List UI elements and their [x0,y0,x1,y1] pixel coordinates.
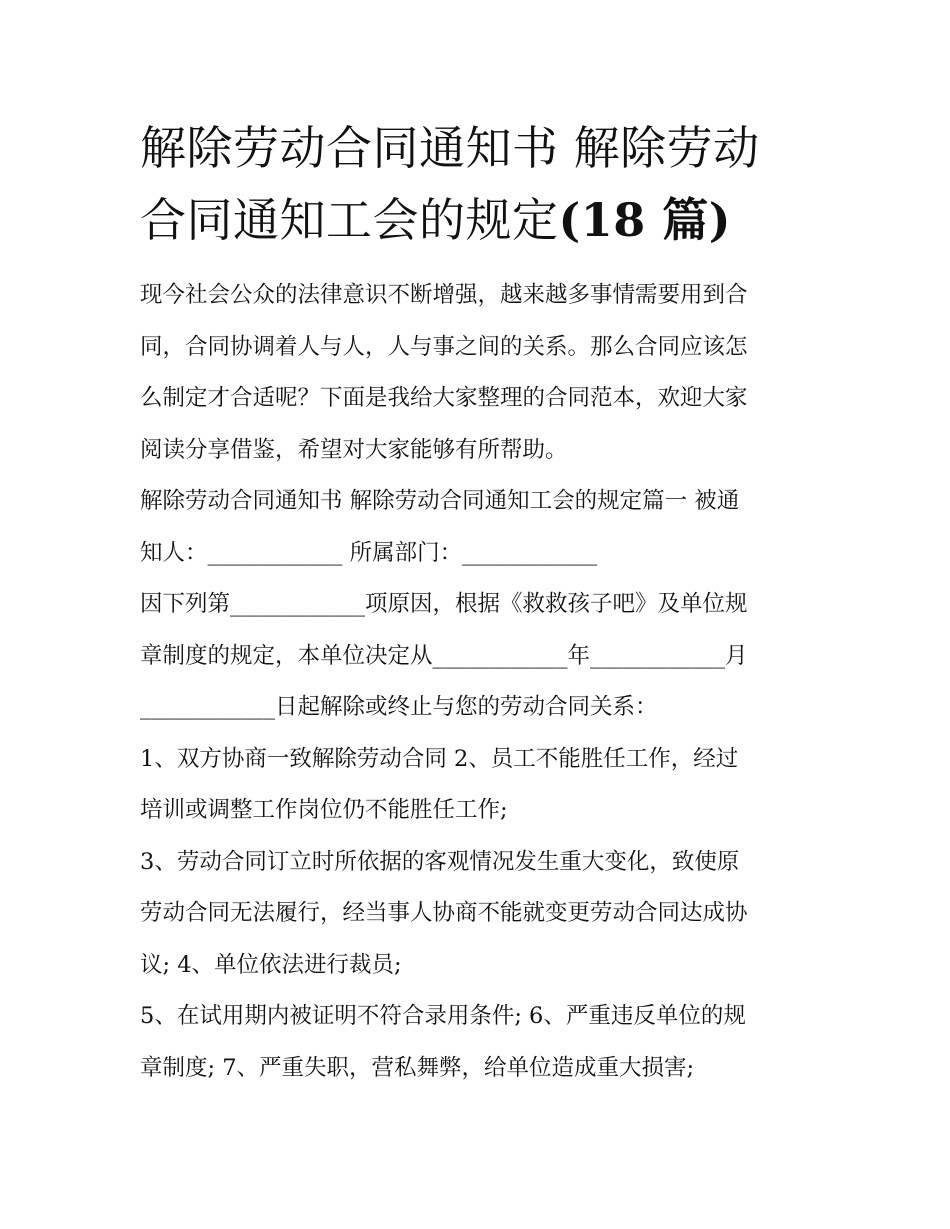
reasons-paragraph-1: 1、双方协商一致解除劳动合同 2、员工不能胜任工作，经过 培训或调整工作岗位仍不能胜任工作; [140,745,739,823]
title-line-2: 合同通知工会的规定 [140,193,559,247]
title-count: (18 篇) [558,193,732,247]
reasons-paragraph-3: 5、在试用期内被证明不符合录用条件; 6、严重违反单位的规 章制度; 7、严重失职，营私舞弊，给单位造成重大损害; [140,1003,746,1081]
termination-date-paragraph: 因下列第____________项原因，根据《救救孩子吧》及单位规 章制度的规定，本单位决定从____________年____________月 ____________日起解除或终止与您的劳动合同关系： [140,591,748,720]
reasons-paragraph-2: 3、劳动合同订立时所依据的客观情况发生重大变化，致使原 劳动合同无法履行，经当事人协商不能就变更劳动合同达成协 议; 4、单位依法进行裁员; [140,848,748,978]
document-title [140,112,818,256]
notice-recipient-paragraph: 解除劳动合同通知书 解除劳动合同通知工会的规定篇一 被通 知人：____________ 所属部门：____________ [140,488,740,566]
document-page [140,112,818,1094]
intro-paragraph: 现今社会公众的法律意识不断增强，越来越多事情需要用到合 同，合同协调着人与人，人与事之间的关系。那么合同应该怎 么制定才合适呢？下面是我给大家整理的合同范本，欢迎大家 阅读分享借鉴，希望对大家能够有所帮助。 [140,282,748,463]
title-line-1: 解除劳动合同通知书 解除劳动 [140,121,760,175]
